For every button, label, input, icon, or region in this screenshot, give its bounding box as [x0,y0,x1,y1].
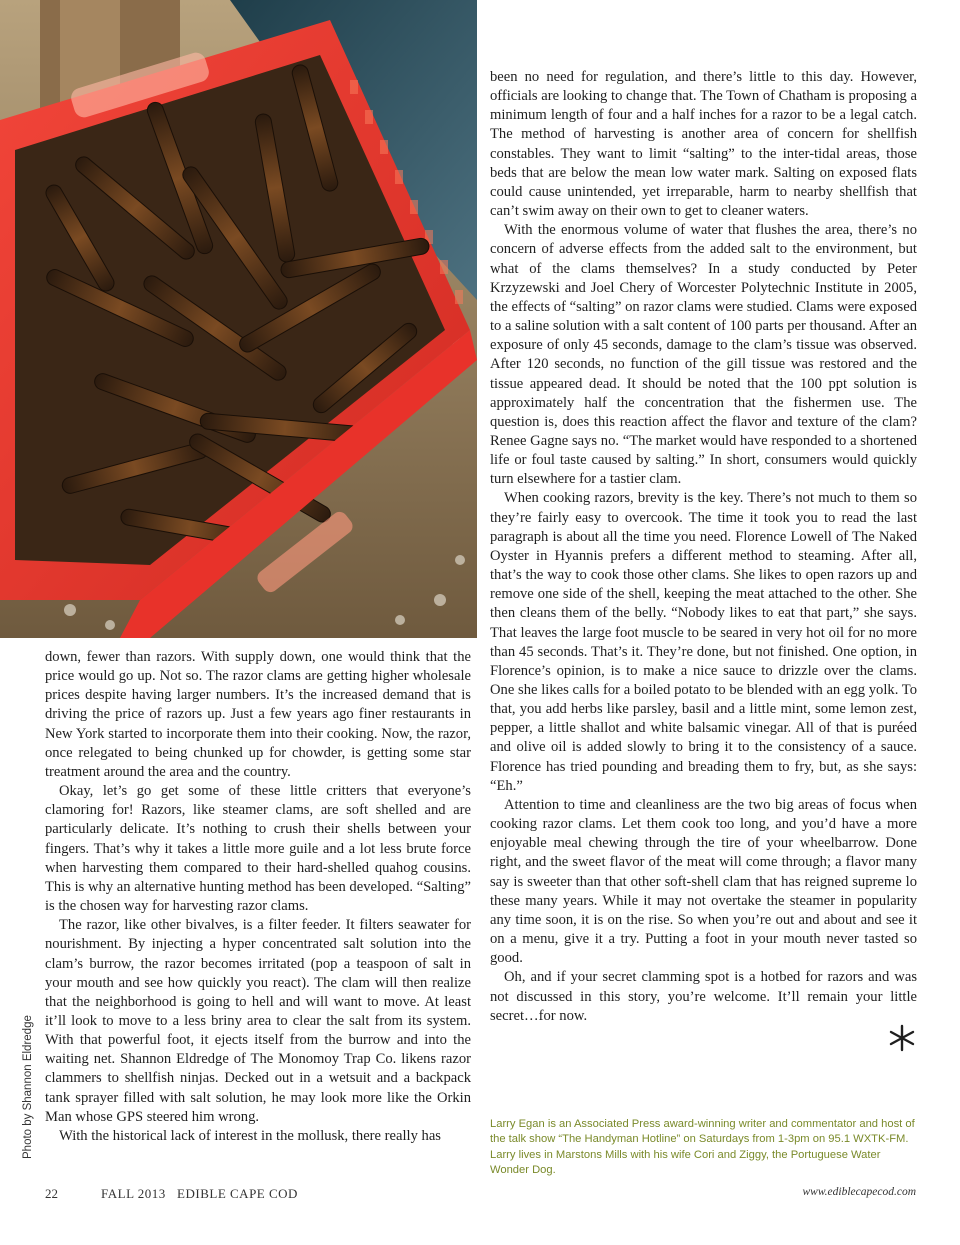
left-paragraph-1: down, fewer than razors. With supply down, one would think that the price would go up. Not so. The razor clams are getting higher wholesale prices despite having larger numbers. It’s the increased demand that is driving the price of razors up. Just a few years ago finer restaurants in New York started to incorporate them into their cooking. Now, the razor, once relegated to being chunked up for chowder, is getting some star treatment around the area and the country. [45,649,471,780]
right-paragraph-5: Oh, and if your secret clamming spot is a hotbed for razors and was not discussed in this story, you’re welcome. It’ll remain your little secret…for now. [490,969,917,1024]
right-paragraph-3: When cooking razors, brevity is the key. There’s not much to them so they’re fairly easy to overcook. The time it took you to read the last paragraph is about all the time you need. Florence Lowell of The Naked Oyster in Hyannis prefers a different method to steaming. After all, that’s the way to cook those other clams. She likes to open razors up and remove one side of the shell, keeping the meat attached to the other. She then cleans them of the belly. “Nobody likes to eat that part,” she says. That leaves the large foot muscle to be seared in very hot oil for no more than 45 seconds. That’s it. They’re done, but not finished. One option, in Florence’s opinion, is to make a nice sauce to drizzle over the clams. One she likes calls for a boiled potato to be blended with an egg yolk. To that, you add herbs like parsley, basil and a little mint, some lemon zest, pepper, a little shallot and white balsamic vinegar. All of that is puréed and olive oil is added slowly to bring it to the consistency of a sauce. Florence has tried pounding and breading them to fry, but, as she says: “Eh.” [490,490,917,794]
left-paragraph-3: The razor, like other bivalves, is a filter feeder. It filters seawater for nourishment. By injecting a hyper concentrated salt solution into the clam’s burrow, the razor becomes irritated (pop a teaspoon of salt in your mouth and see how quickly you react). The clam will then realize that the neighborhood is going to hell and will want to move. At least it’ll look to move to a less briny area to clear the salt from its system. With that powerful foot, it ejects itself from the burrow and into the waiting net. Shannon Eldredge of The Monomoy Trap Co. likens razor clammers to shellfish ninjas. Decked out in a wetsuit and a backpack tank sprayer filled with salt solution, he may look more like the Orkin Man whose GPS steered him wrong. [45,917,471,1125]
left-paragraph-4: With the historical lack of interest in the mollusk, there really has [59,1127,441,1144]
asterisk-icon [888,1024,916,1052]
right-column [490,68,917,1026]
razor-clams-photo [0,0,477,638]
right-paragraph-4: Attention to time and cleanliness are the two big areas of focus when cooking razor clams. Let them cook too long, and you’d have a more enjoyable meal chewing through the tire of your wheelbarrow. Done right, and the sweet flavor of the meat will come through; a flavor many say is sweeter than that other soft-shell clam that has reigned supreme lo these many years. While it may not overtake the steamer in popularity any time soon, it is on the rise. So when you’re out and about and see it on a menu, give it a try. Putting a foot in your mouth never tasted so good. [490,796,917,967]
right-paragraph-1: been no need for regulation, and there’s little to this day. However, officials are looking to change that. The Town of Chatham is proposing a minimum length of four and a half inches for a razor to be a legal catch. The method of harvesting is another area of concern for shellfish constables. They want to limit “salting” to the inter-tidal areas, those beds that are below the mean low water mark. Salting on exposed flats could cause unintended, yet irreparable, harm to nearby shellfish that can’t swim away on their own to get to cleaner waters. [490,69,917,220]
author-bio: Larry Egan is an Associated Press award-winning writer and commentator and host of the talk show “The Handyman Hotline” on Saturdays from 1-3pm on 95.1 WXTK-FM. Larry lives in Marstons Mills with his wife Cori and Ziggy, the Portuguese Water Wonder Dog. [490,1118,915,1176]
right-paragraph-2: With the enormous volume of water that flushes the area, there’s no concern of adverse effects from the added salt to the environment, but what of the clams themselves? In a study conducted by Peter Krzyzewski and Joel Chery of Worcester Polytechnic Institute in 2005, the effects of “salting” on razor clams were studied. Clams were exposed to a saline solution with a salt content of 100 parts per thousand. After an exposure of only 45 seconds, damage to the clam’s tissue was observed. After 120 seconds, no function of the gill tissue was restored and the tissue appeared dead. It should be noted that the 100 ppt solution is approximately half the concentration that the fishermen use. The question is, does this reaction affect the flavor and texture of the clam? Renee Gagne says no. “The market would have responded to a shortened life or foul taste caused by salting.” In short, consumers would quickly turn elsewhere for a tastier clam. [490,222,917,488]
page-number: 22 [45,1186,58,1201]
issue-label: FALL 2013 EDIBLE CAPE COD [101,1186,298,1201]
crate-illustration [0,0,477,638]
left-column [45,648,471,1146]
website-link[interactable]: www.ediblecapecod.com [802,1186,916,1198]
left-paragraph-2: Okay, let’s go get some of these little critters that everyone’s clamoring for! Razors, like steamer clams, are soft shelled and are particularly delicate. It’s nothing to crush their shells between your fingers. That’s why it takes a little more guile and a lot less brute force when harvesting them compared to their hard-shelled quahog cousins. This is why an alternative hunting method has been developed. “Salting” is the chosen way for harvesting razor clams. [45,783,471,915]
photo-credit: Photo by Shannon Eldredge [22,1015,34,1159]
